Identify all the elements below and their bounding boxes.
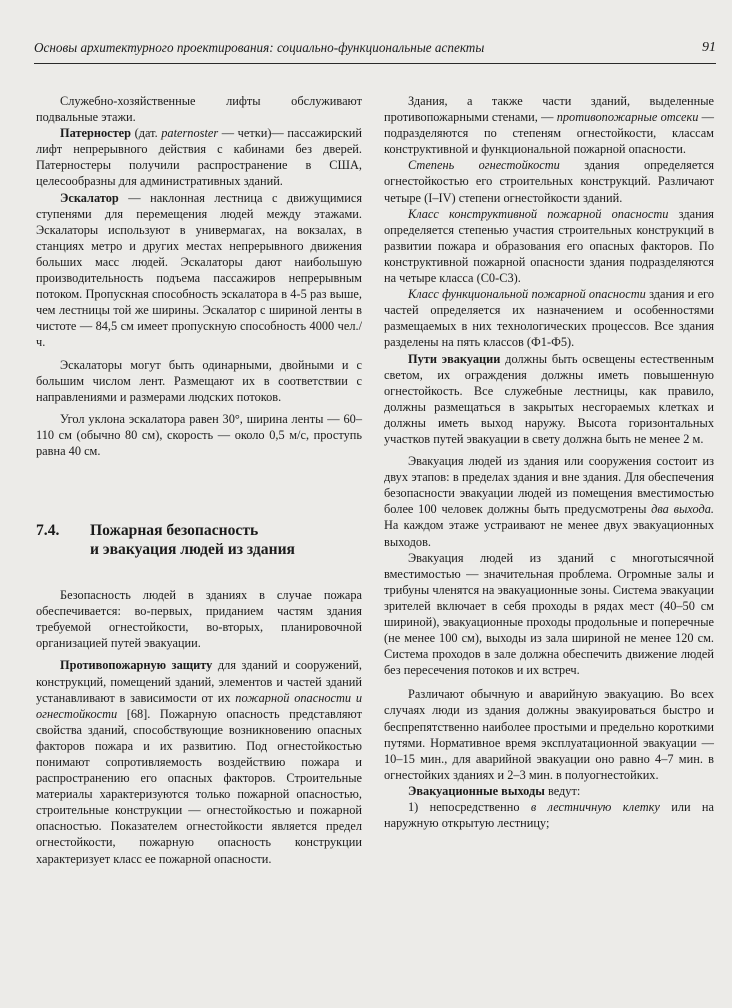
page-number: 91 (702, 40, 716, 55)
paragraph: Противопожарную защиту для зданий и сооружений, конструкций, помещений зданий, элементов и частей зданий устанавливают в зависимости от их пожарной опасности и огнестойкости [68]. Пожарную опасность представляют свойства зданий, способствующие возникновению опасных факторов пожара и их развитию. Под огнестойкостью понимают сопротивляемость воздействию пожара и распространению его опасных факторов. Строительные материалы характеризуются только пожарной опасностью, строительные конструкции — огнестойкостью и пожарной опасностью. Показателем огнестойкости является предел огнестойкости, пожарную опасность конструкции характеризует класс ее пожарной опасности. (36, 658, 362, 866)
term: Пути эвакуации (408, 351, 501, 366)
paragraph: Угол уклона эскалатора равен 30°, ширина ленты — 60–110 см (обычно 80 см), скорость — около 0,5 м/с, проступь равна 40 см. (36, 411, 362, 458)
paragraph: Эскалатор — наклонная лестница с движущимися ступенями для перемещения людей между этажами. Эскалаторы используют в универмагах, на вокзалах, в станциях метро и других местах непрерывного движения больших масс людей. Эскалаторы дают наибольшую производительность подъема пассажиров непрерывным потоком. Пропускная способность эскалатора в 4-5 раз выше, чем лестницы той же ширины. Эскалатор с шириной ленты в чистоте — 84,5 см имеет пропускную способность 4000 чел./ч. (36, 190, 362, 350)
term: Эвакуационные выходы (408, 783, 545, 798)
left-column (36, 93, 362, 867)
running-header (34, 40, 716, 60)
paragraph: Эскалаторы могут быть одинарными, двойными и с большим числом лент. Размещают их в соответствии с направлениями и размерами людских потоков. (36, 357, 362, 404)
paragraph: Безопасность людей в зданиях в случае пожара обеспечивается: во-первых, приданием частям здания требуемой огнестойкости, во-вторых, планировочной организацией путей эвакуации. (36, 588, 362, 651)
section-title: Пожарная безопасность и эвакуация людей из здания (90, 522, 295, 559)
section-heading (36, 521, 362, 559)
paragraph: Здания, а также части зданий, выделенные противопожарными стенами, — противопожарные отсеки — подразделяются по степеням огнестойкости, классам конструктивной и функциональной пожарной опасности. (384, 94, 714, 157)
term: Эскалатор (60, 190, 119, 205)
section-number: 7.4. (36, 522, 60, 540)
paragraph: Степень огнестойкости здания определяется огнестойкостью его строительных конструкций. Различают четыре (I–IV) степени огнестойкости зданий. (384, 158, 715, 205)
latin-term: paternoster (161, 126, 219, 141)
right-column (384, 93, 714, 831)
paragraph: Служебно-хозяйственные лифты обслуживают подвальные этажи. (36, 94, 362, 125)
paragraph: Эвакуация людей из здания или сооружения состоит из двух этапов: в пределах здания и вне здания. Для обеспечения безопасности эвакуации людей из помещения вместимостью более 100 человек должны быть предусмотрены два выхода. На каждом этаже устраивают не менее двух эвакуационных выходов. (384, 454, 714, 549)
paragraph: Эвакуация людей из зданий с многотысячной вместимостью — значительная проблема. Огромные залы и трибуны членятся на эвакуационные зоны. Система эвакуации зрителей включает в себя проходы в рядах мест (40–50 см шириной), эвакуационные проходы продольные и поперечные (не менее 100 см), выходы из зала шириной не менее 120 см. Система проходов в зале должна обеспечить движение людей без пересечения потоков и их встреч. (384, 550, 714, 678)
paragraph: Класс функциональной пожарной опасности здания и его частей определяется их назначением и особенностями размещаемых в них технологических процессов. Все здания разделены на пять классов (Ф1-Ф5). (384, 287, 714, 350)
header-title: Основы архитектурного проектирования: социально-функциональные аспекты (34, 40, 485, 55)
paragraph: Класс конструктивной пожарной опасности здания определяется степенью участия строительных конструкций в развитии пожара и образования его опасных факторов. По конструктивной пожарной опасности здания подразделяются на четыре класса (С0-С3). (384, 206, 714, 286)
paragraph: 1) непосредственно в лестничную клетку или на наружную открытую лестницу; (384, 800, 714, 831)
paragraph: Пути эвакуации должны быть освещены естественным светом, их ограждения должны иметь повышенную огнестойкость. Все служебные лестницы, как правило, должны размещаться в закрытых несгораемых клетках и должны иметь выход наружу. Высота горизонтальных участков путей эвакуации в свету должна быть не менее 2 м. (384, 351, 714, 446)
term: Противопожарную защиту (60, 658, 213, 673)
term: Патерностер (60, 126, 132, 141)
paragraph: Эвакуационные выходы ведут: (408, 783, 581, 798)
header-rule (34, 63, 716, 64)
paragraph: Патерностер (дат. paternoster — четки)— пассажирский лифт непрерывного действия с кабинами без дверей. Патерностеры получили распространение в США, целесообразны для административных зданий. (36, 126, 362, 189)
paragraph: Различают обычную и аварийную эвакуацию. Во всех случаях люди из здания должны эвакуироваться быстро и беспрепятственно наиболее простыми и предельно короткими путями. Нормативное время эксплуатационной эвакуации — 10–15 мин., для аварийной эвакуации оно равно 4–7 мин. в огнестойких зданиях и 2–3 мин. в полуогнестойких. (384, 687, 714, 782)
